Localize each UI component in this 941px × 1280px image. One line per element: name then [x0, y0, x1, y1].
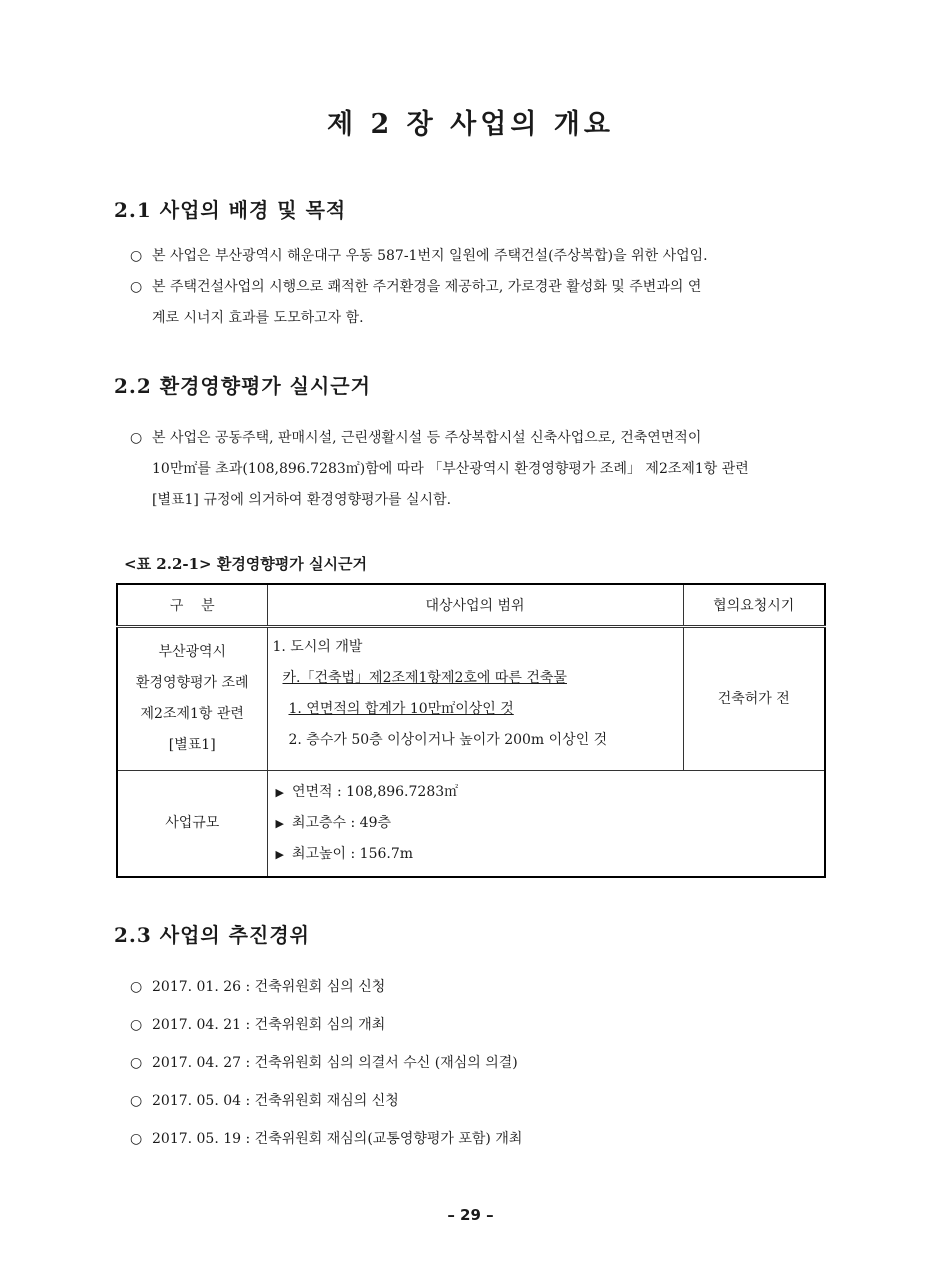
chapter-title: 제 2 장 사업의 개요: [327, 109, 614, 140]
scale-item: 연면적 : 108,896.7283㎡: [291, 784, 459, 800]
list-item: [130, 1087, 522, 1125]
triangle-bullet-icon: ▶: [275, 848, 284, 861]
category-line: 부산광역시: [158, 644, 227, 660]
category-cell: 사업규모: [117, 771, 267, 878]
page-number: – 29 –: [447, 1206, 494, 1224]
category-line: 환경영향평가 조례: [135, 675, 249, 691]
history-text: 2017. 05. 04 : 건축위원회 재심의 신청: [152, 1093, 399, 1109]
triangle-bullet-icon: ▶: [275, 786, 284, 799]
timing-cell: 건축허가 전: [683, 627, 825, 771]
header-scope: 대상사업의 범위: [267, 584, 683, 627]
table-header-row: [117, 584, 825, 627]
scope-line: 1. 연면적의 합계가 10만㎡이상인 것: [288, 701, 514, 717]
paragraph-text: 계로 시너지 효과를 도모하고자 함.: [152, 310, 364, 326]
triangle-bullet-icon: ▶: [275, 817, 284, 830]
scope-line: 1. 도시의 개발: [272, 639, 363, 655]
table-caption: <표 2.2-1> 환경영향평가 실시근거: [124, 555, 367, 573]
category-line: 제2조제1항 관련: [140, 706, 244, 722]
table-row: [117, 627, 825, 771]
list-item: [130, 973, 522, 1011]
paragraph-text: [별표1] 규정에 의거하여 환경영향평가를 실시함.: [152, 492, 452, 508]
scope-line: 카.「건축법」제2조제1항제2호에 따른 건축물: [282, 670, 567, 686]
paragraph-text: 본 사업은 부산광역시 해운대구 우동 587-1번지 일원에 주택건설(주상복합)을 위한 사업임.: [152, 248, 708, 264]
bullet: ○: [130, 279, 143, 295]
section-heading-2-2: 2.2 환경영향평가 실시근거: [114, 374, 371, 398]
list-item: [130, 1011, 522, 1049]
history-text: 2017. 01. 26 : 건축위원회 심의 신청: [152, 979, 386, 995]
paragraph-text: 본 사업은 공동주택, 판매시설, 근린생활시설 등 주상복합시설 신축사업으로, 건축연면적이: [152, 430, 702, 446]
scope-line: 2. 층수가 50층 이상이거나 높이가 200m 이상인 것: [288, 732, 608, 748]
scale-item: 최고높이 : 156.7m: [291, 846, 414, 862]
scale-item: 최고층수 : 49층: [291, 815, 392, 831]
scale-cell: [267, 771, 825, 878]
list-item: [130, 1125, 522, 1163]
paragraph-text: 본 주택건설사업의 시행으로 쾌적한 주거환경을 제공하고, 가로경관 활성화 및 주변과의 연: [152, 279, 702, 295]
history-text: 2017. 05. 19 : 건축위원회 재심의(교통영향평가 포함) 개최: [152, 1131, 523, 1147]
bullet: ○: [130, 1055, 143, 1071]
bullet: ○: [130, 248, 143, 264]
header-category: 구 분: [117, 584, 267, 627]
bullet: ○: [130, 1131, 143, 1147]
history-text: 2017. 04. 21 : 건축위원회 심의 개최: [152, 1017, 386, 1033]
assessment-basis-table: [116, 583, 826, 878]
section-2-1-body: [130, 241, 830, 334]
scope-cell: [267, 627, 683, 771]
section-2-2-body: [130, 423, 830, 516]
bullet: ○: [130, 1017, 143, 1033]
bullet: ○: [130, 979, 143, 995]
table-row: [117, 771, 825, 878]
paragraph-text: 10만㎡를 초과(108,896.7283㎡)함에 따라 「부산광역시 환경영향평가 조례」 제2조제1항 관련: [152, 461, 749, 477]
section-heading-2-3: 2.3 사업의 추진경위: [114, 923, 310, 947]
header-timing: 협의요청시기: [683, 584, 825, 627]
category-line: [별표1]: [168, 737, 216, 753]
section-heading-2-1: 2.1 사업의 배경 및 목적: [114, 198, 347, 222]
category-cell: [117, 627, 267, 771]
list-item: [130, 1049, 522, 1087]
bullet: ○: [130, 430, 143, 446]
history-list: [130, 973, 522, 1163]
bullet: ○: [130, 1093, 143, 1109]
history-text: 2017. 04. 27 : 건축위원회 심의 의결서 수신 (재심의 의결): [152, 1055, 518, 1071]
